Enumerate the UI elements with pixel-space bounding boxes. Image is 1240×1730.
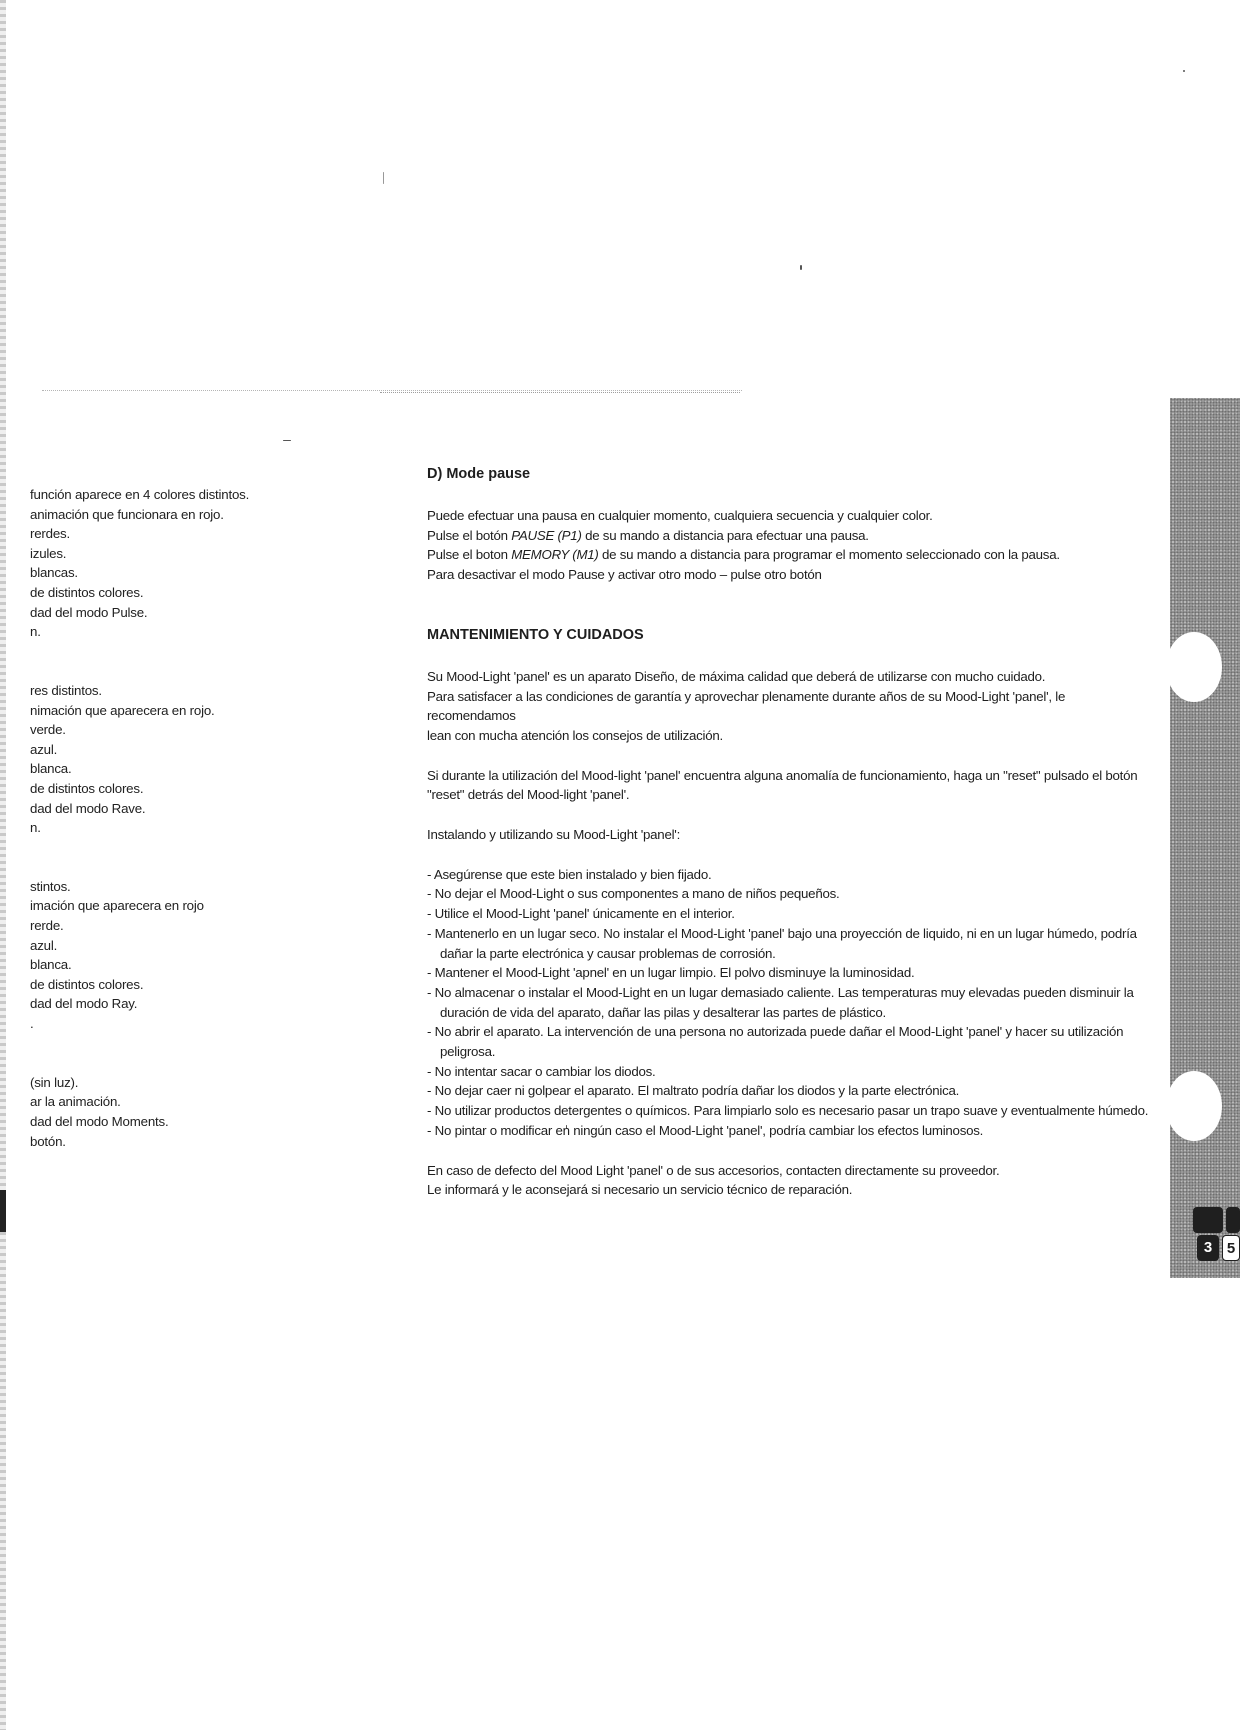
page-number-digit: 5 (1222, 1235, 1240, 1261)
left-text-line: blancas. (30, 565, 78, 581)
left-text-line: animación que funcionara en rojo. (30, 506, 224, 522)
care-tip: - No pintar o modificar en ningún caso el Mood-Light 'panel', podría cambiar los efectos luminosos. (427, 1122, 984, 1138)
tab-marker-block (1226, 1207, 1240, 1233)
care-tip: - No intentar sacar o cambiar los diodos. (427, 1063, 656, 1079)
scan-speck (383, 172, 384, 184)
memory-button-ref: MEMORY (M1) (511, 547, 599, 563)
left-column-cropped-text (30, 485, 330, 1151)
binding-edge (0, 0, 6, 1730)
page-number-digit: 3 (1197, 1235, 1219, 1261)
care-tip: - Mantenerlo en un lugar seco. No instalar el Mood-Light 'panel' bajo una proyección de liquido, ni en un lugar húmedo, podría dañar la parte electrónica y causar problemas de corrosión. (427, 925, 1137, 961)
binding-edge-mark (0, 1190, 6, 1232)
pause-heading: D) Mode pause (427, 466, 531, 482)
left-text-line: dad del modo Moments. (30, 1114, 169, 1129)
care-tips-list (427, 865, 1157, 1141)
left-text-line: imación que aparecera en rojo (30, 898, 204, 914)
care-tip: - No abrir el aparato. La intervención de una persona no autorizada puede dañar el Mood-Light 'panel' y hacer su utilización peligrosa. (427, 1024, 1124, 1060)
left-text-line: . (30, 1016, 34, 1032)
scan-artifact-line (380, 392, 740, 393)
reset-line: "reset" detrás del Mood-light 'panel'. (427, 787, 630, 803)
left-text-line: rerdes. (30, 526, 70, 542)
left-text-line: de distintos colores. (30, 780, 144, 796)
care-tip: - No almacenar o instalar el Mood-Light en un lugar demasiado caliente. Las temperaturas muy elevadas pueden disminuir la duración de vida del aparato, dañar las pilas y desalterar las partes de plástico. (427, 984, 1134, 1020)
left-text-line: botón. (30, 1133, 66, 1149)
left-text-line: blanca. (30, 761, 72, 777)
pause-text-line: Puede efectuar una pausa en cualquier momento, cualquiera secuencia y cualquier color. (427, 508, 933, 523)
side-index-tab (1170, 398, 1240, 1278)
scan-speck (800, 265, 802, 270)
pause-section (427, 464, 1157, 585)
pause-text-line: Pulse el botón PAUSE (P1) de su mando a distancia para efectuar una pausa. (427, 527, 869, 543)
maintenance-section (427, 625, 1157, 1200)
left-text-line: res distintos. (30, 682, 102, 698)
closing-line: En caso de defecto del Mood Light 'panel' o de sus accesorios, contacten directamente su proveedor. (427, 1162, 1000, 1178)
intro-line: Para satisfacer a las condiciones de garantía y aprovechar plenamente durante años de su Mood-Light 'panel', le recomendamos (427, 688, 1066, 724)
left-text-line: blanca. (30, 957, 72, 973)
left-text-line: azul. (30, 741, 58, 757)
care-tip: - Mantener el Mood-Light 'apnel' en un lugar limpio. El polvo disminuye la luminosidad. (427, 965, 915, 981)
left-text-line: de distintos colores. (30, 976, 144, 992)
pause-text-line: Para desactivar el modo Pause y activar otro modo – pulse otro botón (427, 567, 822, 583)
care-tip: - No utilizar productos detergentes o químicos. Para limpiarlo solo es necesario pasar un trapo suave y eventualmente húmedo. (427, 1103, 1149, 1119)
punch-hole (1166, 1071, 1222, 1141)
left-text-line: dad del modo Rave. (30, 800, 146, 816)
left-text-line: stintos. (30, 878, 71, 894)
left-text-line: función aparece en 4 colores distintos. (30, 487, 250, 502)
left-text-line: izules. (30, 545, 67, 561)
left-text-line: azul. (30, 937, 58, 953)
left-text-line: verde. (30, 722, 66, 738)
left-text-line: de distintos colores. (30, 584, 144, 600)
install-title: Instalando y utilizando su Mood-Light 'panel': (427, 827, 681, 843)
left-text-line: ar la animación. (30, 1094, 121, 1110)
closing-line: Le informará y le aconsejará si necesario un servicio técnico de reparación. (427, 1182, 853, 1198)
left-text-line: dad del modo Pulse. (30, 604, 148, 620)
reset-line: Si durante la utilización del Mood-light 'panel' encuentra alguna anomalía de funcionamiento, haga un "reset" pulsado el botón (427, 767, 1138, 783)
tab-marker-block (1193, 1207, 1223, 1233)
pause-button-ref: PAUSE (P1) (511, 527, 582, 543)
intro-line: Su Mood-Light 'panel' es un aparato Diseño, de máxima calidad que deberá de utilizarse con mucho cuidado. (427, 668, 1046, 684)
left-text-line: n. (30, 820, 41, 836)
pause-text-line: Pulse el boton MEMORY (M1) de su mando a distancia para programar el momento seleccionado con la pausa. (427, 547, 1060, 563)
left-text-line: nimación que aparecera en rojo. (30, 702, 215, 718)
care-tip: - No dejar caer ni golpear el aparato. El maltrato podría dañar los diodos y la parte electrónica. (427, 1083, 960, 1099)
main-column (427, 464, 1157, 1200)
scan-speck (283, 440, 291, 441)
care-tip: - Asegúrense que este bien instalado y bien fijado. (427, 866, 712, 882)
care-tip: - No dejar el Mood-Light o sus componentes a mano de niños pequeños. (427, 886, 840, 902)
care-tip: - Utilice el Mood-Light 'panel' únicamente en el interior. (427, 906, 735, 922)
scan-speck (1183, 70, 1185, 72)
left-text-line: dad del modo Ray. (30, 996, 138, 1012)
punch-hole (1166, 632, 1222, 702)
intro-line: lean con mucha atención los consejos de utilización. (427, 727, 723, 743)
left-text-line: n. (30, 624, 41, 640)
maintenance-heading: MANTENIMIENTO Y CUIDADOS (427, 626, 644, 643)
left-text-line: (sin luz). (30, 1074, 79, 1090)
scan-artifact-line (42, 390, 742, 391)
left-text-line: rerde. (30, 918, 64, 934)
